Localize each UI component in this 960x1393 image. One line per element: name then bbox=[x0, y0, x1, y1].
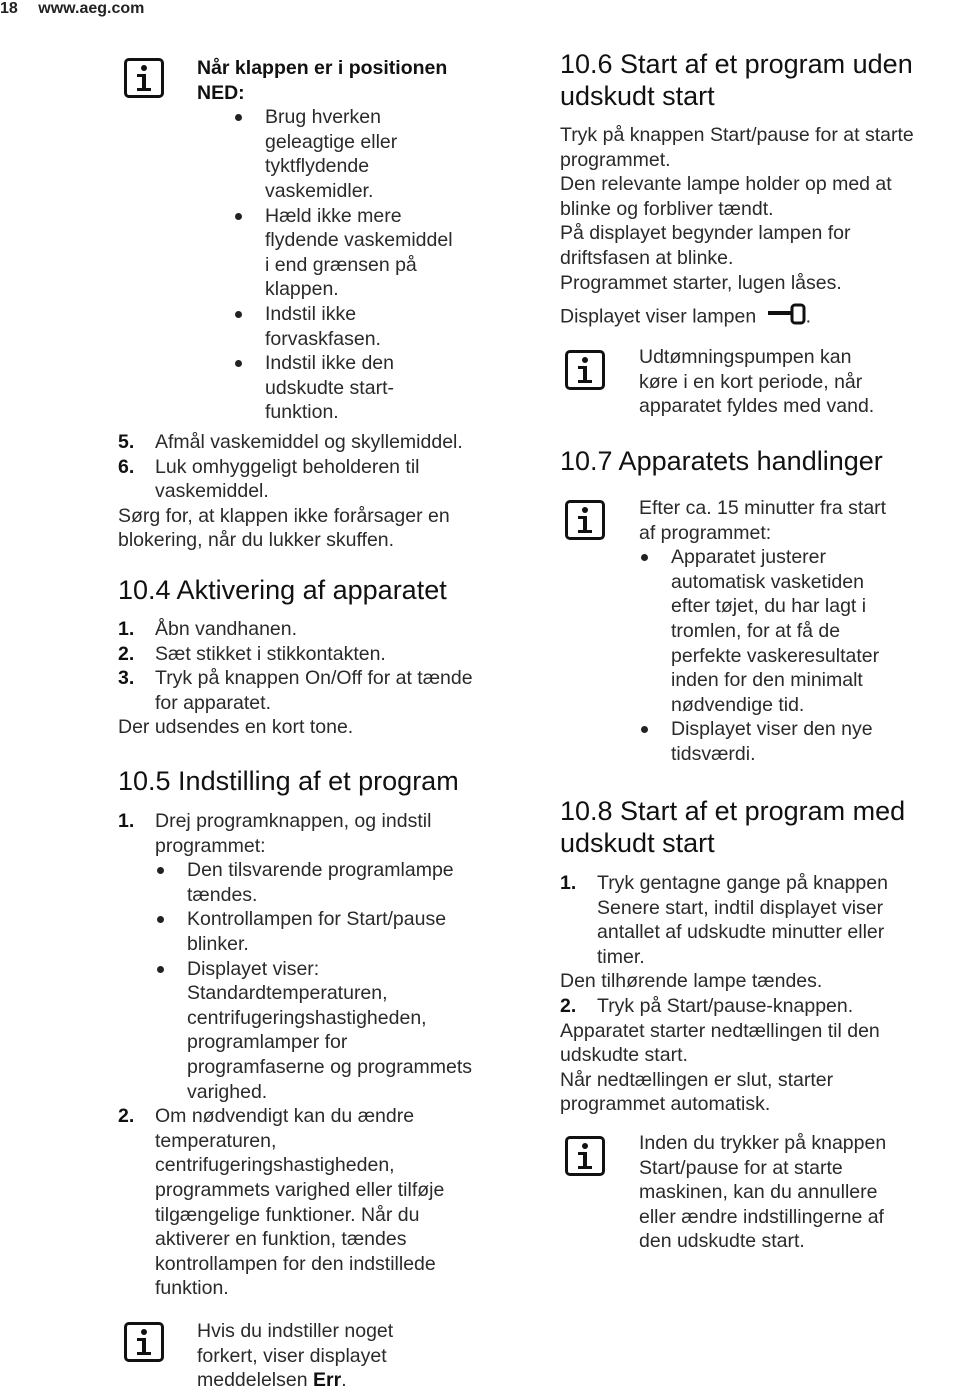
info-icon bbox=[124, 58, 164, 98]
steps-detergent bbox=[118, 430, 538, 553]
step-1: 1. Tryk gentagne gange på knappen Senere start, indtil displayet viser antallet af udskudte minutter eller timer. bbox=[560, 872, 888, 968]
info-icon bbox=[565, 500, 605, 540]
section-title: 10.5 Indstilling af et program bbox=[118, 766, 459, 796]
note-flap-position bbox=[197, 56, 527, 425]
section-title-line2: udskudt start bbox=[560, 828, 715, 858]
step-1: 1. Drej programknappen, og indstil programmet: Den tilsvarende programlampe tændes. Kontrollampen for Start/pause blinker. Displayet viser: Standardtemperaturen, centrifugeringshastigheden, programlamper for programfaserne og programmets varighed. bbox=[118, 809, 538, 1104]
list-item: Kontrollampen for Start/pause blinker. bbox=[155, 907, 538, 956]
section-10-4 bbox=[118, 574, 538, 740]
note-cancel-delay: Inden du trykker på knappen Start/pause for at starte maskinen, kan du annullere eller ændre indstillingerne af den udskudte start. bbox=[639, 1132, 887, 1253]
tone-note: Der udsendes en kort tone. bbox=[118, 716, 354, 739]
error-code: Err bbox=[313, 1369, 342, 1392]
list-item: Hæld ikke mere flydende vaskemiddel i end grænsen på klappen. bbox=[233, 204, 527, 302]
list-item: Displayet viser den nye tidsværdi. bbox=[639, 717, 954, 766]
note-adjust-time: Efter ca. 15 minutter fra start af programmet: Apparatet justerer automatisk vasketiden efter tøjet, du har lagt i tromlen, for at få de perfekte vaskeresultater inden for den minimalt nødvendige tid. Displayet viser den nye tidsværdi. bbox=[639, 496, 954, 767]
list-item: Den tilsvarende programlampe tændes. bbox=[155, 858, 538, 907]
section-10-8: 10.8 Start af et program med udskudt start 1. Tryk gentagne gange på knappen Senere start, indtil displayet viser antallet af udskudte minutter eller timer. Den tilhørende lampe tændes. 2. Tryk på Start/pause-knappen. Apparatet starter nedtællingen til den udskudte start. Når nedtællingen er slut, starter programmet automatisk. bbox=[560, 795, 958, 1117]
section-title-line2: udskudt start bbox=[560, 81, 715, 111]
page-number: 18 bbox=[0, 0, 18, 17]
section-10-6: 10.6 Start af et program uden udskudt start Tryk på knappen Start/pause for at starte programmet. Den relevante lampe holder op med at blinke og forbliver tændt. På displayet begynder lampen for driftsfasen at blinke. Programmet starter, lugen låses. Displayet viser lampen . bbox=[560, 48, 958, 332]
list-item: Displayet viser: Standardtemperaturen, centrifugeringshastigheden, programlamper for programfaserne og programmets varighed. bbox=[155, 957, 538, 1105]
note-title-line1: Når klappen er i positionen bbox=[197, 57, 448, 79]
step-2: 2. Om nødvendigt kan du ændre temperaturen, centrifugeringshastigheden, programmets varighed eller tilføje tilgængelige funktioner. Når du aktiverer en funktion, tændes kontrollampen for den indstillede funktion. bbox=[118, 1105, 445, 1300]
step-6: 6. Luk omhyggeligt beholderen til vaskemiddel. bbox=[118, 455, 420, 503]
note-bullet-list bbox=[233, 105, 527, 425]
step-3: 3. Tryk på knappen On/Off for at tænde for apparatet. bbox=[118, 667, 473, 714]
section-title: 10.4 Aktivering af apparatet bbox=[118, 575, 447, 605]
note-drain-pump: Udtømningspumpen kan køre i en kort periode, når apparatet fyldes med vand. bbox=[639, 346, 875, 418]
site-url: www.aeg.com bbox=[38, 0, 145, 17]
section-title: 10.7 Apparatets handlinger bbox=[560, 446, 883, 476]
flap-paragraph-2: blokering, når du lukker skuffen. bbox=[118, 529, 395, 552]
section-title: 10.8 Start af et program med bbox=[560, 796, 906, 826]
flap-paragraph: Sørg for, at klappen ikke forårsager en bbox=[118, 504, 450, 527]
list-item: Indstil ikke den udskudte start- funktion. bbox=[233, 351, 527, 425]
step-1: 1. Åbn vandhanen. bbox=[118, 618, 298, 640]
list-item: Apparatet justerer automatisk vasketiden efter tøjet, du har lagt i tromlen, for at få de perfekte vaskeresultater inden for den minimalt nødvendige tid. bbox=[639, 545, 954, 717]
step-2: 2. Tryk på Start/pause-knappen. bbox=[560, 994, 854, 1017]
list-item: Brug hverken geleagtige eller tyktflydende vaskemidler. bbox=[233, 105, 527, 203]
door-lock-icon bbox=[768, 303, 806, 332]
info-icon bbox=[565, 1136, 605, 1176]
note-wrong-setting: Hvis du indstiller noget forkert, viser displayet meddelelsen Err. bbox=[197, 1320, 394, 1392]
page-header bbox=[0, 0, 160, 18]
step-2: 2. Sæt stikket i stikkontakten. bbox=[118, 642, 386, 665]
list-item: Indstil ikke forvaskfasen. bbox=[233, 302, 527, 351]
step-5: 5. Afmål vaskemiddel og skyllemiddel. bbox=[118, 431, 463, 453]
info-icon bbox=[124, 1322, 164, 1362]
note-title-line2: NED: bbox=[197, 81, 245, 104]
section-10-7 bbox=[560, 445, 958, 477]
section-10-5 bbox=[118, 765, 538, 1301]
section-title: 10.6 Start af et program uden bbox=[560, 49, 913, 79]
info-icon bbox=[565, 350, 605, 390]
